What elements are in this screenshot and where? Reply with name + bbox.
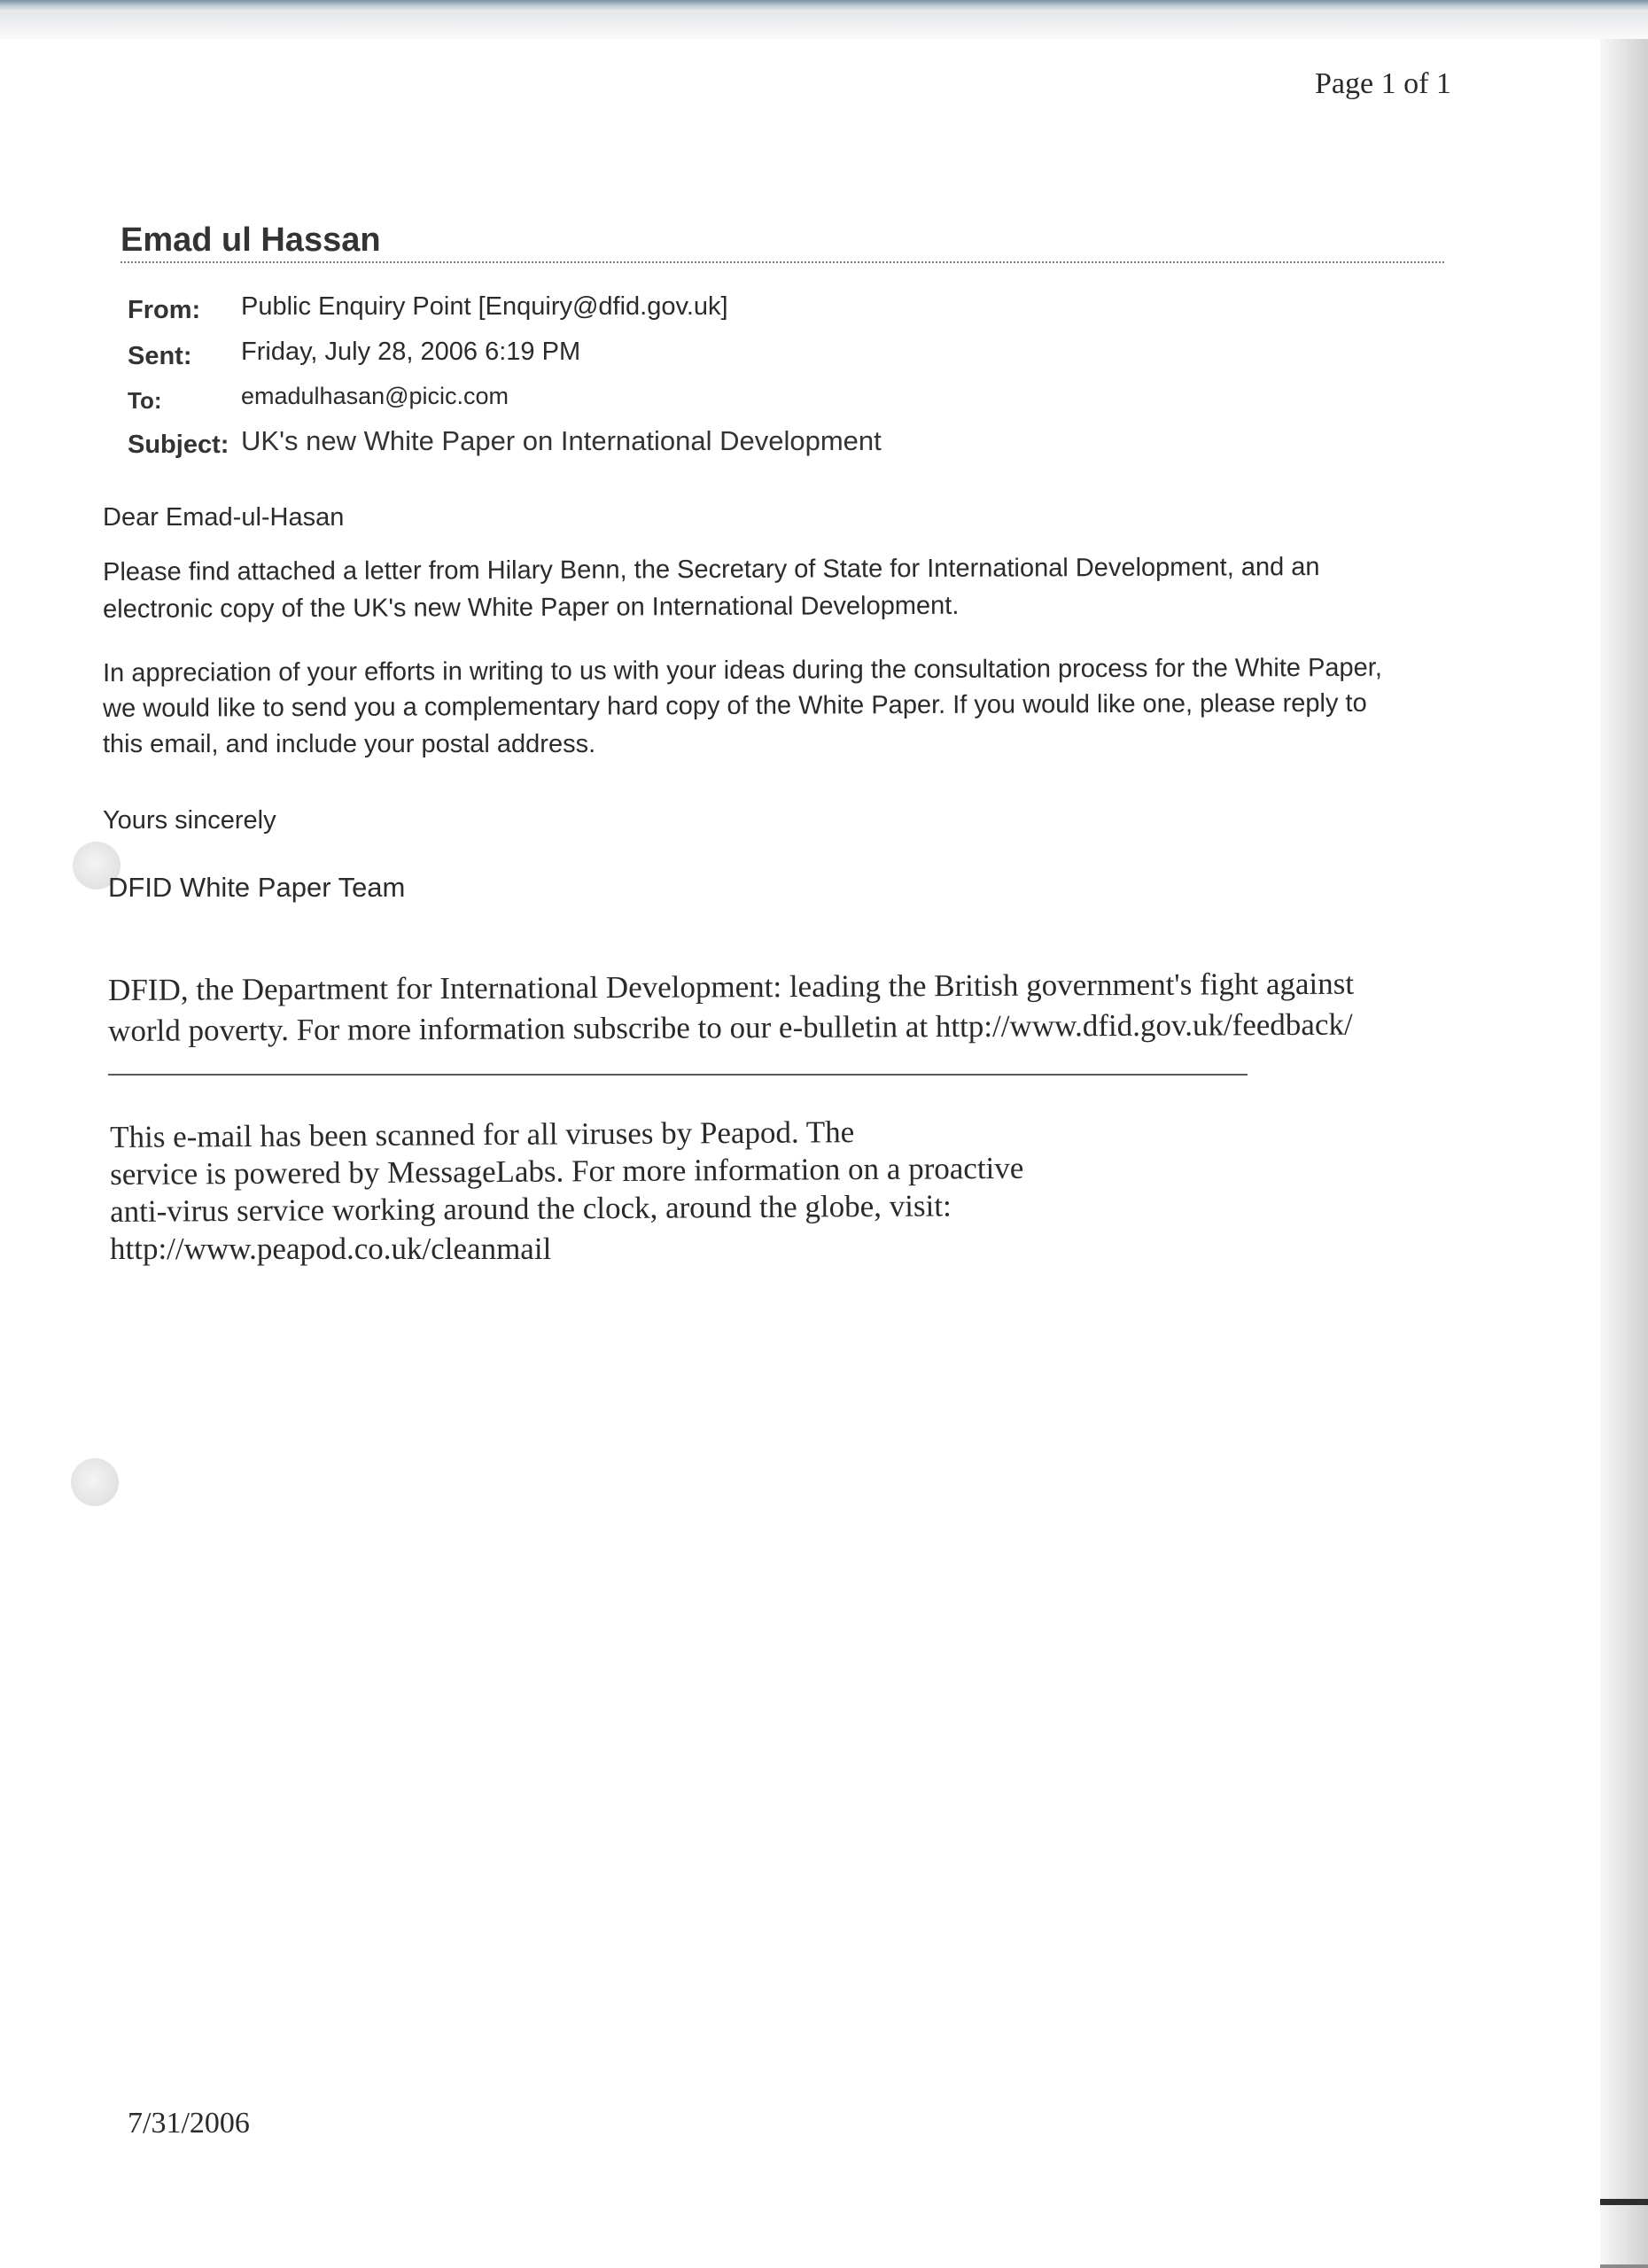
greeting: Dear Emad-ul-Hasan (103, 503, 345, 532)
signature: DFID White Paper Team (108, 872, 406, 903)
paragraph-1-line-1: Please find attached a letter from Hilary Benn, the Secretary of State for International Development, and an (103, 553, 1320, 586)
header-divider (120, 261, 1444, 263)
page-number: Page 1 of 1 (1315, 67, 1451, 100)
paragraph-2-line-3: this email, and include your postal address. (103, 730, 596, 758)
virus-notice-line-1: This e-mail has been scanned for all viruses by Peapod. The (110, 1115, 855, 1154)
paragraph-1-line-2: electronic copy of the UK's new White Paper on International Development. (103, 591, 960, 624)
to-value: emadulhasan@picic.com (241, 383, 509, 409)
dfid-footer-line-2: world poverty. For more information subscribe to our e-bulletin at http://www.dfid.gov.uk/feedback/ (108, 1006, 1353, 1048)
scanner-top-edge (0, 0, 1648, 12)
virus-notice-link: http://www.peapod.co.uk/cleanmail (110, 1231, 552, 1266)
punch-hole (71, 1458, 119, 1506)
dfid-footer-line-1: DFID, the Department for International Development: leading the British government's fight against (108, 966, 1355, 1007)
print-date: 7/31/2006 (128, 2107, 250, 2140)
subject-label: Subject: (128, 431, 229, 459)
paragraph-2-line-2: we would like to send you a complementary hard copy of the White Paper. If you would like one, please reply to (103, 688, 1367, 723)
virus-notice-line-3: anti-virus service working around the clock, around the globe, visit: (110, 1188, 952, 1229)
scanner-top-shadow (0, 12, 1648, 39)
scanner-right-edge (1600, 39, 1648, 2268)
paragraph-2-line-1: In appreciation of your efforts in writing to us with your ideas during the consultation process for the White Paper, (103, 653, 1382, 687)
from-value: Public Enquiry Point [Enquiry@dfid.gov.uk] (241, 292, 728, 321)
scanner-edge-mark (1598, 2199, 1648, 2205)
from-label: From: (128, 296, 201, 324)
closing: Yours sincerely (103, 806, 276, 835)
virus-notice-line-2: service is powered by MessageLabs. For more information on a proactive (110, 1150, 1024, 1192)
scanner-edge-mark (1598, 2264, 1648, 2268)
subject-value: UK's new White Paper on International Development (241, 425, 882, 456)
sent-label: Sent: (128, 342, 192, 370)
footer-divider (108, 1074, 1248, 1076)
sent-value: Friday, July 28, 2006 6:19 PM (241, 338, 581, 366)
to-label: To: (128, 387, 162, 414)
mailbox-owner-name: Emad ul Hassan (120, 221, 381, 259)
